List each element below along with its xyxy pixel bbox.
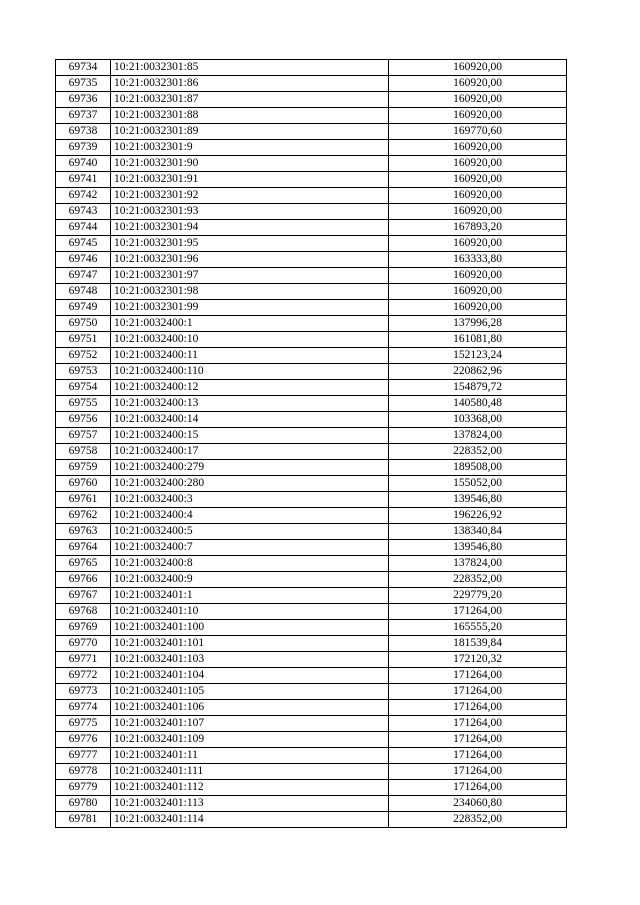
value-cell: 140580,48	[389, 396, 567, 412]
table-row	[56, 524, 567, 540]
table-row	[56, 172, 567, 188]
cadastral-number-cell: 10:21:0032301:96	[111, 252, 389, 268]
row-number-cell: 69774	[56, 700, 111, 716]
row-number-cell: 69777	[56, 748, 111, 764]
value-cell: 171264,00	[389, 700, 567, 716]
value-cell: 169770,60	[389, 124, 567, 140]
value-cell: 160920,00	[389, 172, 567, 188]
row-number-cell: 69765	[56, 556, 111, 572]
table-row	[56, 796, 567, 812]
table-row	[56, 748, 567, 764]
cadastral-number-cell: 10:21:0032401:114	[111, 812, 389, 828]
row-number-cell: 69735	[56, 76, 111, 92]
value-cell: 154879,72	[389, 380, 567, 396]
table-row	[56, 780, 567, 796]
table-row	[56, 572, 567, 588]
value-cell: 181539,84	[389, 636, 567, 652]
value-cell: 160920,00	[389, 108, 567, 124]
table-row	[56, 684, 567, 700]
table-row	[56, 476, 567, 492]
row-number-cell: 69767	[56, 588, 111, 604]
row-number-cell: 69738	[56, 124, 111, 140]
table-row	[56, 716, 567, 732]
cadastral-number-cell: 10:21:0032401:100	[111, 620, 389, 636]
value-cell: 196226,92	[389, 508, 567, 524]
value-cell: 171264,00	[389, 764, 567, 780]
cadastral-number-cell: 10:21:0032401:111	[111, 764, 389, 780]
table-row	[56, 188, 567, 204]
value-cell: 220862,96	[389, 364, 567, 380]
value-cell: 161081,80	[389, 332, 567, 348]
cadastral-number-cell: 10:21:0032401:104	[111, 668, 389, 684]
value-cell: 160920,00	[389, 268, 567, 284]
cadastral-number-cell: 10:21:0032400:13	[111, 396, 389, 412]
row-number-cell: 69780	[56, 796, 111, 812]
cadastral-number-cell: 10:21:0032400:12	[111, 380, 389, 396]
cadastral-number-cell: 10:21:0032401:113	[111, 796, 389, 812]
cadastral-number-cell: 10:21:0032301:97	[111, 268, 389, 284]
row-number-cell: 69754	[56, 380, 111, 396]
table-row	[56, 540, 567, 556]
value-cell: 160920,00	[389, 236, 567, 252]
row-number-cell: 69742	[56, 188, 111, 204]
table-row	[56, 732, 567, 748]
value-cell: 171264,00	[389, 716, 567, 732]
table-row	[56, 92, 567, 108]
cadastral-number-cell: 10:21:0032400:280	[111, 476, 389, 492]
table-row	[56, 76, 567, 92]
value-cell: 171264,00	[389, 748, 567, 764]
table-row	[56, 604, 567, 620]
table-row	[56, 588, 567, 604]
cadastral-number-cell: 10:21:0032400:110	[111, 364, 389, 380]
row-number-cell: 69757	[56, 428, 111, 444]
cadastral-number-cell: 10:21:0032301:90	[111, 156, 389, 172]
cadastral-number-cell: 10:21:0032400:10	[111, 332, 389, 348]
value-cell: 103368,00	[389, 412, 567, 428]
table-row	[56, 636, 567, 652]
table-row	[56, 396, 567, 412]
value-cell: 160920,00	[389, 140, 567, 156]
row-number-cell: 69768	[56, 604, 111, 620]
cadastral-number-cell: 10:21:0032400:1	[111, 316, 389, 332]
value-cell: 137996,28	[389, 316, 567, 332]
cadastral-number-cell: 10:21:0032401:11	[111, 748, 389, 764]
value-cell: 160920,00	[389, 60, 567, 76]
cadastral-number-cell: 10:21:0032301:87	[111, 92, 389, 108]
row-number-cell: 69759	[56, 460, 111, 476]
row-number-cell: 69760	[56, 476, 111, 492]
row-number-cell: 69770	[56, 636, 111, 652]
value-cell: 160920,00	[389, 188, 567, 204]
row-number-cell: 69776	[56, 732, 111, 748]
row-number-cell: 69746	[56, 252, 111, 268]
value-cell: 160920,00	[389, 156, 567, 172]
cadastral-number-cell: 10:21:0032401:106	[111, 700, 389, 716]
cadastral-number-cell: 10:21:0032400:7	[111, 540, 389, 556]
cadastral-value-table	[55, 59, 567, 828]
cadastral-number-cell: 10:21:0032400:9	[111, 572, 389, 588]
cadastral-number-cell: 10:21:0032400:11	[111, 348, 389, 364]
cadastral-number-cell: 10:21:0032401:112	[111, 780, 389, 796]
row-number-cell: 69764	[56, 540, 111, 556]
row-number-cell: 69778	[56, 764, 111, 780]
cadastral-number-cell: 10:21:0032400:17	[111, 444, 389, 460]
table-row	[56, 668, 567, 684]
row-number-cell: 69734	[56, 60, 111, 76]
table-row	[56, 140, 567, 156]
table-row	[56, 460, 567, 476]
row-number-cell: 69745	[56, 236, 111, 252]
cadastral-number-cell: 10:21:0032400:4	[111, 508, 389, 524]
row-number-cell: 69773	[56, 684, 111, 700]
value-cell: 160920,00	[389, 300, 567, 316]
cadastral-number-cell: 10:21:0032301:85	[111, 60, 389, 76]
row-number-cell: 69740	[56, 156, 111, 172]
table-row	[56, 124, 567, 140]
row-number-cell: 69758	[56, 444, 111, 460]
table-row	[56, 316, 567, 332]
row-number-cell: 69766	[56, 572, 111, 588]
cadastral-number-cell: 10:21:0032400:15	[111, 428, 389, 444]
value-cell: 171264,00	[389, 732, 567, 748]
table-row	[56, 348, 567, 364]
cadastral-number-cell: 10:21:0032301:95	[111, 236, 389, 252]
value-cell: 229779,20	[389, 588, 567, 604]
value-cell: 171264,00	[389, 780, 567, 796]
cadastral-number-cell: 10:21:0032401:109	[111, 732, 389, 748]
table-row	[56, 332, 567, 348]
value-cell: 171264,00	[389, 668, 567, 684]
cadastral-number-cell: 10:21:0032301:99	[111, 300, 389, 316]
table-row	[56, 156, 567, 172]
row-number-cell: 69769	[56, 620, 111, 636]
value-cell: 160920,00	[389, 204, 567, 220]
table-row	[56, 380, 567, 396]
row-number-cell: 69756	[56, 412, 111, 428]
cadastral-number-cell: 10:21:0032400:8	[111, 556, 389, 572]
cadastral-number-cell: 10:21:0032400:279	[111, 460, 389, 476]
value-cell: 138340,84	[389, 524, 567, 540]
table-row	[56, 252, 567, 268]
table-row	[56, 700, 567, 716]
table-row	[56, 492, 567, 508]
table-row	[56, 300, 567, 316]
row-number-cell: 69739	[56, 140, 111, 156]
value-cell: 137824,00	[389, 556, 567, 572]
value-cell: 167893,20	[389, 220, 567, 236]
table-row	[56, 444, 567, 460]
value-cell: 137824,00	[389, 428, 567, 444]
row-number-cell: 69753	[56, 364, 111, 380]
cadastral-number-cell: 10:21:0032301:89	[111, 124, 389, 140]
table-row	[56, 428, 567, 444]
value-cell: 171264,00	[389, 684, 567, 700]
value-cell: 189508,00	[389, 460, 567, 476]
table-row	[56, 204, 567, 220]
table-row	[56, 652, 567, 668]
cadastral-number-cell: 10:21:0032401:103	[111, 652, 389, 668]
row-number-cell: 69736	[56, 92, 111, 108]
table-row	[56, 812, 567, 828]
row-number-cell: 69755	[56, 396, 111, 412]
cadastral-number-cell: 10:21:0032301:9	[111, 140, 389, 156]
value-cell: 228352,00	[389, 812, 567, 828]
row-number-cell: 69737	[56, 108, 111, 124]
row-number-cell: 69744	[56, 220, 111, 236]
row-number-cell: 69748	[56, 284, 111, 300]
value-cell: 155052,00	[389, 476, 567, 492]
value-cell: 228352,00	[389, 572, 567, 588]
cadastral-number-cell: 10:21:0032401:107	[111, 716, 389, 732]
value-cell: 163333,80	[389, 252, 567, 268]
row-number-cell: 69779	[56, 780, 111, 796]
row-number-cell: 69752	[56, 348, 111, 364]
row-number-cell: 69761	[56, 492, 111, 508]
document-page	[55, 59, 567, 828]
table-row	[56, 556, 567, 572]
cadastral-number-cell: 10:21:0032301:98	[111, 284, 389, 300]
table-row	[56, 60, 567, 76]
row-number-cell: 69772	[56, 668, 111, 684]
table-row	[56, 220, 567, 236]
table-row	[56, 620, 567, 636]
cadastral-number-cell: 10:21:0032400:14	[111, 412, 389, 428]
table-row	[56, 508, 567, 524]
cadastral-number-cell: 10:21:0032400:3	[111, 492, 389, 508]
value-cell: 171264,00	[389, 604, 567, 620]
cadastral-number-cell: 10:21:0032401:1	[111, 588, 389, 604]
row-number-cell: 69775	[56, 716, 111, 732]
cadastral-number-cell: 10:21:0032301:94	[111, 220, 389, 236]
row-number-cell: 69750	[56, 316, 111, 332]
value-cell: 139546,80	[389, 540, 567, 556]
value-cell: 228352,00	[389, 444, 567, 460]
row-number-cell: 69743	[56, 204, 111, 220]
row-number-cell: 69762	[56, 508, 111, 524]
cadastral-number-cell: 10:21:0032301:91	[111, 172, 389, 188]
value-cell: 139546,80	[389, 492, 567, 508]
cadastral-number-cell: 10:21:0032401:105	[111, 684, 389, 700]
value-cell: 234060,80	[389, 796, 567, 812]
row-number-cell: 69771	[56, 652, 111, 668]
cadastral-number-cell: 10:21:0032301:86	[111, 76, 389, 92]
value-cell: 152123,24	[389, 348, 567, 364]
value-cell: 165555,20	[389, 620, 567, 636]
table-row	[56, 412, 567, 428]
cadastral-number-cell: 10:21:0032301:93	[111, 204, 389, 220]
row-number-cell: 69749	[56, 300, 111, 316]
table-row	[56, 236, 567, 252]
row-number-cell: 69781	[56, 812, 111, 828]
value-cell: 172120,32	[389, 652, 567, 668]
cadastral-number-cell: 10:21:0032400:5	[111, 524, 389, 540]
value-cell: 160920,00	[389, 284, 567, 300]
table-row	[56, 108, 567, 124]
cadastral-number-cell: 10:21:0032401:101	[111, 636, 389, 652]
cadastral-number-cell: 10:21:0032301:88	[111, 108, 389, 124]
cadastral-number-cell: 10:21:0032301:92	[111, 188, 389, 204]
cadastral-number-cell: 10:21:0032401:10	[111, 604, 389, 620]
value-cell: 160920,00	[389, 76, 567, 92]
row-number-cell: 69751	[56, 332, 111, 348]
table-body	[56, 60, 567, 828]
row-number-cell: 69763	[56, 524, 111, 540]
row-number-cell: 69747	[56, 268, 111, 284]
value-cell: 160920,00	[389, 92, 567, 108]
table-row	[56, 268, 567, 284]
table-row	[56, 764, 567, 780]
row-number-cell: 69741	[56, 172, 111, 188]
table-row	[56, 284, 567, 300]
table-row	[56, 364, 567, 380]
